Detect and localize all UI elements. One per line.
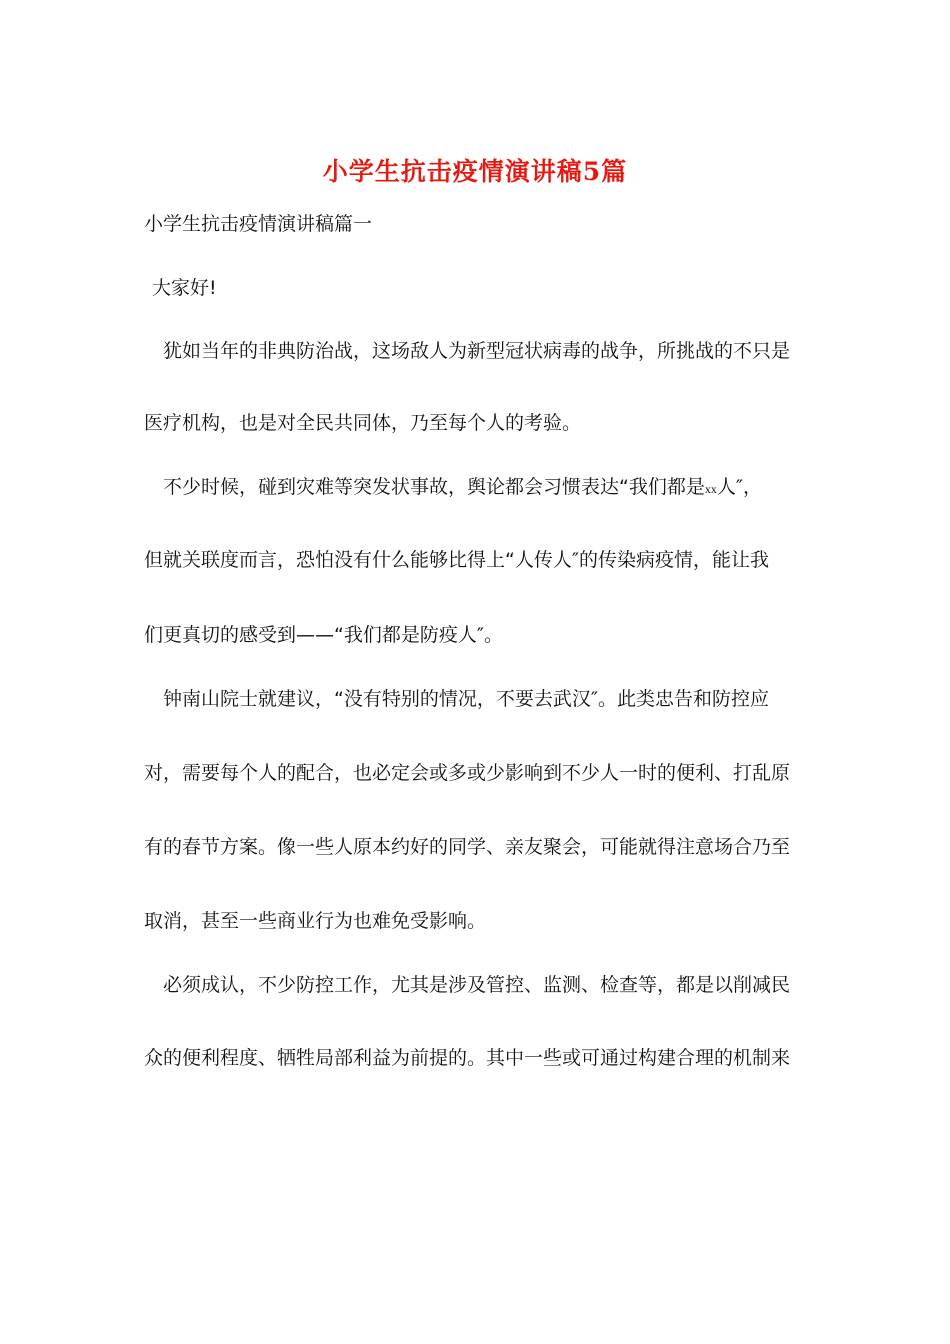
paragraph-text: 不少时候，碰到灾难等突发状事故，舆论都会习惯表达“我们都是 — [163, 476, 705, 498]
paragraph-line: 众的便利程度、牺牲局部利益为前提的。其中一些或可通过构建合理的机制来 — [144, 1047, 791, 1069]
paragraph-line — [163, 474, 762, 502]
paragraph-placeholder-text: xx — [704, 482, 717, 496]
paragraph-line: 但就关联度而言，恐怕没有什么能够比得上“人传人″的传染病疫情，能让我 — [144, 549, 769, 571]
paragraph-line: 对，需要每个人的配合，也必定会或多或少影响到不少人一时的便利、打乱原 — [144, 762, 791, 784]
paragraph-line: 犹如当年的非典防治战，这场敌人为新型冠状病毒的战争，所挑战的不只是 — [163, 340, 791, 362]
paragraph-line: 医疗机构，也是对全民共同体，乃至每个人的考验。 — [144, 412, 582, 434]
paragraph-line: 钟南山院士就建议，“没有特别的情况，不要去武汉″。此类忠告和防控应 — [163, 688, 769, 710]
document-title: 小学生抗击疫情演讲稿5篇 — [322, 157, 628, 186]
paragraph-line: 有的春节方案。像一些人原本约好的同学、亲友聚会，可能就得注意场合乃至 — [144, 836, 791, 858]
paragraph-line: 必须成认，不少防控工作，尤其是涉及管控、监测、检查等，都是以削减民 — [163, 974, 791, 996]
greeting: 大家好! — [152, 277, 217, 299]
paragraph-text: 人″， — [716, 476, 762, 498]
paragraph-line: 取消，甚至一些商业行为也难免受影响。 — [144, 910, 487, 932]
section-heading: 小学生抗击疫情演讲稿篇一 — [144, 213, 373, 235]
paragraph-line: 们更真切的感受到——“我们都是防疫人″。 — [144, 624, 503, 646]
